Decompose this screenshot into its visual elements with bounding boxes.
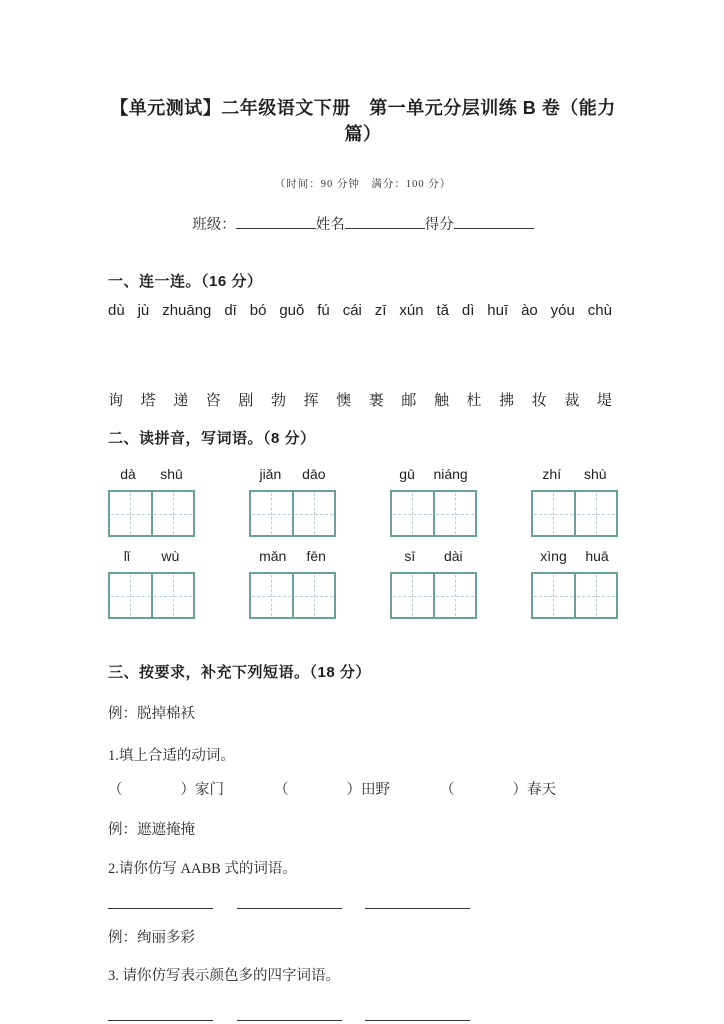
tianzige-cell [433,492,476,535]
character-item: 邮 [401,393,417,409]
pinyin-item: fú [317,302,330,319]
score-label: 得分 [424,217,454,233]
pinyin-item: dì [461,302,475,319]
verb-fill-item [440,778,556,799]
character-item: 勃 [270,393,286,409]
pinyin-syllable: lǐ [123,548,130,564]
tianzige-grid [249,490,336,537]
tianzige-grid [108,490,195,537]
character-item: 咨 [205,393,221,409]
pinyin-syllable: jiǎn [259,466,282,482]
pinyin-syllable: niáng [433,466,468,482]
tianzige-cell [110,574,151,617]
pinyin-item: cái [342,302,362,319]
pinyin-syllable: sī [404,548,416,564]
pinyin-syllable: wù [161,548,180,564]
character-item: 杜 [466,393,482,409]
tianzige-cell [292,574,335,617]
pinyin-syllable: huā [585,548,609,564]
question-1-label: 1.填上合适的动词。 [108,748,235,764]
paren-open: （ [440,782,455,798]
fill-word: 春天 [527,782,556,798]
verb-fill-item [274,778,390,799]
name-label: 姓名 [315,217,345,233]
class-blank-line [236,215,316,229]
tianzige-cell [151,492,194,535]
verb-fill-row [108,778,556,799]
pinyin-label [390,466,477,482]
score-blank-line [454,215,534,229]
fill-word: 田野 [361,782,390,798]
character-item: 妆 [531,393,547,409]
writing-grid-group [249,548,336,619]
page-title: 【单元测试】二年级语文下册 第一单元分层训练 B 卷（能力篇） [110,98,616,144]
pinyin-item: zhuāng [162,302,212,319]
character-item: 询 [108,393,124,409]
student-info-row [108,213,618,234]
pinyin-item: bó [249,302,267,319]
tianzige-grid [531,572,618,619]
pinyin-label [531,466,618,482]
tianzige-cell [533,574,574,617]
character-item: 挥 [303,393,319,409]
pinyin-label [108,466,195,482]
section-one-heading: 一、连一连。（16 分） [108,273,263,290]
character-item: 裁 [564,393,580,409]
pinyin-item: chù [587,302,612,319]
pinyin-syllable: zhí [542,466,562,482]
writing-grid-group [531,548,618,619]
character-item: 堤 [596,393,612,409]
answer-blank-line [237,897,342,909]
pinyin-label [390,548,477,564]
writing-grid-group [108,548,195,619]
tianzige-cell [292,492,335,535]
tianzige-cell [574,492,617,535]
pinyin-item: huī [487,302,509,319]
pinyin-label [249,466,336,482]
fill-word: 家门 [195,782,224,798]
pinyin-item: dù [108,302,125,319]
character-item: 触 [433,393,449,409]
writing-grid-group [390,466,477,537]
character-item: 塔 [140,393,156,409]
pinyin-syllable: dāo [302,466,326,482]
pinyin-syllable: fēn [306,548,326,564]
answer-blank-line [365,1009,470,1021]
worksheet-content [108,0,618,1021]
exam-time-score-note: （时间：90 分钟 满分：100 分） [274,179,452,190]
pinyin-syllable: xìng [540,548,567,564]
answer-blank-line [365,897,470,909]
paren-close: ） [180,782,195,798]
character-item: 剧 [238,393,254,409]
verb-fill-item [108,778,224,799]
tianzige-grid [249,572,336,619]
tianzige-grid [531,490,618,537]
answer-blank-row-q3 [108,1009,470,1021]
writing-grid-group [249,466,336,537]
example-phrase-1: 例：脱掉棉袄 [108,706,195,722]
section-three-heading: 三、按要求，补充下列短语。（18 分） [108,664,371,681]
tianzige-cell [110,492,151,535]
pinyin-item: jù [137,302,150,319]
answer-blank-line [237,1009,342,1021]
answer-blank-line [108,1009,213,1021]
character-item: 裹 [368,393,384,409]
example-phrase-3: 例：绚丽多彩 [108,930,195,946]
paren-open: （ [108,782,123,798]
pinyin-item: yóu [550,302,575,319]
pinyin-syllable: shū [160,466,183,482]
character-item: 拂 [499,393,515,409]
pinyin-item: ào [521,302,538,319]
paren-close: ） [346,782,361,798]
class-label: 班级： [192,217,236,233]
pinyin-item: xún [399,302,424,319]
section-two-heading: 二、读拼音，写词语。（8 分） [108,430,316,447]
tianzige-cell [433,574,476,617]
writing-grid-group [531,466,618,537]
tianzige-grid [390,572,477,619]
tianzige-grid [108,572,195,619]
paren-close: ） [512,782,527,798]
pinyin-item: guǒ [279,302,305,319]
tianzige-grid [390,490,477,537]
tianzige-cell [251,492,292,535]
paren-open: （ [274,782,289,798]
pinyin-syllable: gū [399,466,415,482]
pinyin-item: tǎ [436,302,449,319]
tianzige-cell [392,574,433,617]
answer-blank-line [108,897,213,909]
pinyin-label [108,548,195,564]
question-2-label: 2.请你仿写 AABB 式的词语。 [108,861,297,877]
question-3-label: 3. 请你仿写表示颜色多的四字词语。 [108,968,340,984]
pinyin-syllable: dà [120,466,136,482]
writing-grid-group [390,548,477,619]
matching-pinyin-row [108,302,612,319]
pinyin-syllable: mǎn [259,548,287,564]
tianzige-cell [392,492,433,535]
answer-blank-row-q2 [108,897,470,909]
writing-grid-row-2 [108,548,618,619]
name-blank-line [345,215,425,229]
tianzige-cell [574,574,617,617]
matching-character-row [108,389,612,410]
example-phrase-2: 例：遮遮掩掩 [108,822,195,838]
character-item: 懊 [336,393,352,409]
tianzige-cell [151,574,194,617]
pinyin-item: zī [374,302,387,319]
pinyin-label [531,548,618,564]
tianzige-cell [533,492,574,535]
writing-grid-group [108,466,195,537]
pinyin-item: dī [224,302,237,319]
tianzige-cell [251,574,292,617]
writing-grid-row-1 [108,466,618,537]
character-item: 递 [173,393,189,409]
pinyin-syllable: shù [583,466,607,482]
pinyin-label [249,548,336,564]
pinyin-syllable: dài [443,548,463,564]
